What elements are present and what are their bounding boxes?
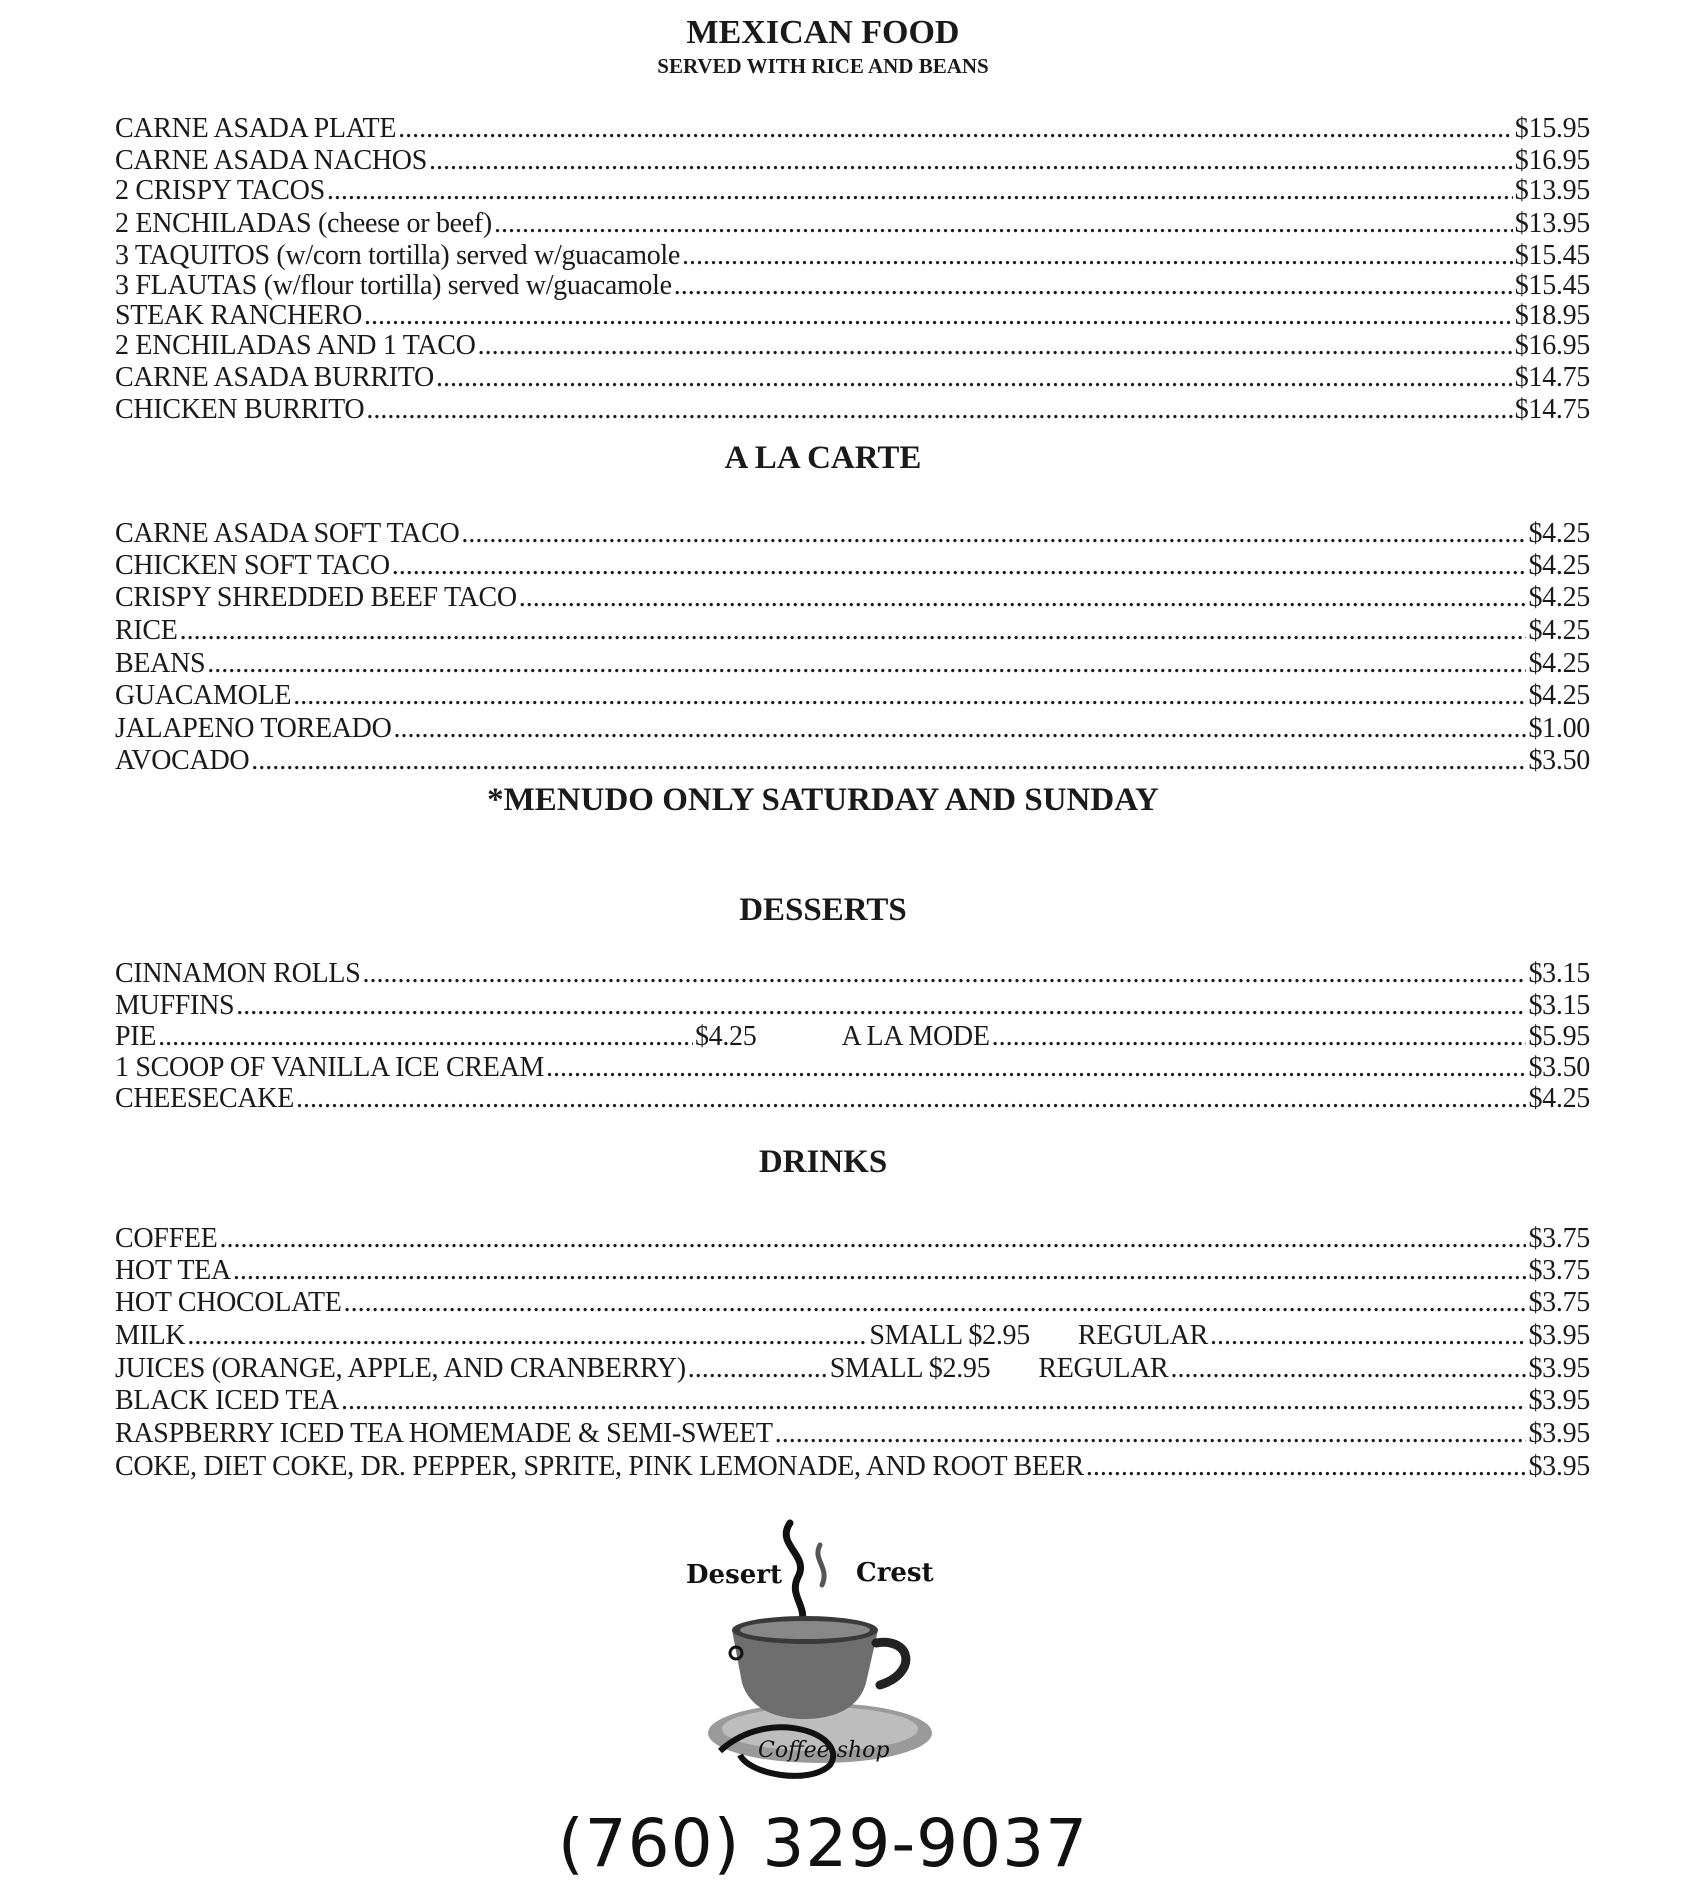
item-small-price: SMALL $2.95 [869,1320,1030,1351]
list-item [115,1223,1590,1255]
item-price: $3.15 [1528,958,1590,989]
logo-word-right: Crest [856,1558,934,1588]
item-price: $3.95 [1528,1385,1590,1416]
item-price: $4.25 [1528,582,1590,613]
item-price: $16.95 [1514,330,1590,361]
list-item [115,300,1590,330]
item-price: $18.95 [1514,300,1590,330]
item-name: 2 ENCHILADAS AND 1 TACO [115,330,476,361]
item-price: $1.00 [1528,713,1590,744]
item-price: $3.95 [1528,1451,1590,1482]
logo-word-left: Desert [686,1560,782,1590]
item-price: $3.15 [1528,990,1590,1021]
list-item [115,1320,1590,1353]
item-name: CARNE ASADA PLATE [115,113,397,144]
menudo-notice: *MENUDO ONLY SATURDAY AND SUNDAY [487,782,1159,818]
item-price: $3.50 [1528,745,1590,776]
item-alt-name: A LA MODE [841,1021,990,1052]
list-item [115,518,1590,550]
item-name: BEANS [115,648,206,679]
item-name: CHEESECAKE [115,1083,295,1114]
item-price: $4.25 [694,1021,757,1052]
item-name: COKE, DIET COKE, DR. PEPPER, SPRITE, PINK LEMONADE, AND ROOT BEER [115,1451,1084,1482]
list-item [115,550,1590,582]
list-item [115,1083,1590,1114]
item-name: AVOCADO [115,745,250,776]
item-regular-label: REGULAR [1077,1320,1209,1351]
item-name: BLACK ICED TEA [115,1385,339,1416]
list-item [115,1418,1590,1451]
logo-tagline: Coffee shop [758,1738,890,1763]
item-price: $4.25 [1528,1083,1590,1114]
list-item [115,113,1590,145]
list-item [115,1255,1590,1287]
item-name: PIE [115,1021,157,1052]
list-item [115,145,1590,175]
item-price: $4.25 [1528,680,1590,711]
item-price: $15.45 [1514,240,1590,270]
item-name: 3 TAQUITOS (w/corn tortilla) served w/guacamole [115,240,681,270]
list-item [115,1052,1590,1083]
item-price: $3.75 [1528,1223,1590,1254]
list-item [115,958,1590,990]
item-price: $3.75 [1528,1255,1590,1286]
list-item [115,240,1590,270]
list-item [115,362,1590,394]
item-price: $13.95 [1514,208,1590,239]
section-title-a-la-carte: A LA CARTE [724,440,922,476]
list-item [115,1287,1590,1320]
item-name: RICE [115,615,178,646]
list-item [115,270,1590,300]
item-name: RASPBERRY ICED TEA HOMEMADE & SEMI-SWEET [115,1418,773,1449]
item-price: $3.95 [1528,1418,1590,1449]
list-item [115,648,1590,680]
item-price: $3.95 [1528,1320,1590,1351]
section-title-desserts: DESSERTS [739,892,907,928]
item-name: CARNE ASADA SOFT TACO [115,518,460,549]
item-name: CRISPY SHREDDED BEEF TACO [115,582,517,613]
a-la-carte-list [115,518,1590,777]
item-name: JALAPENO TOREADO [115,713,392,744]
menu-subtitle: SERVED WITH RICE AND BEANS [657,54,989,78]
item-price: $3.75 [1528,1287,1590,1318]
item-name: 2 ENCHILADAS (cheese or beef) [115,208,492,239]
item-price: $16.95 [1514,145,1590,175]
item-price: $3.50 [1528,1052,1590,1083]
item-name: COFFEE [115,1223,218,1254]
item-regular-label: REGULAR [1038,1353,1169,1384]
item-name: MUFFINS [115,990,235,1021]
phone-number: (760) 329-9037 [557,1805,1089,1882]
list-item [115,615,1590,648]
list-item [115,1451,1590,1484]
item-name: MILK [115,1320,186,1351]
item-name: HOT TEA [115,1255,231,1286]
item-price: $15.45 [1514,270,1590,300]
menu-title: MEXICAN FOOD [686,14,960,51]
mexican-food-list [115,113,1590,426]
item-name: 3 FLAUTAS (w/flour tortilla) served w/guacamole [115,270,672,300]
item-price: $4.25 [1528,518,1590,549]
list-item [115,680,1590,713]
list-item [115,1385,1590,1418]
item-name: 2 CRISPY TACOS [115,175,325,206]
item-price: $4.25 [1528,550,1590,581]
list-item [115,1353,1590,1385]
item-name: JUICES (ORANGE, APPLE, AND CRANBERRY) [115,1353,686,1384]
list-item [115,990,1590,1021]
list-item [115,175,1590,208]
item-name: 1 SCOOP OF VANILLA ICE CREAM [115,1052,545,1083]
list-item [115,208,1590,240]
item-name: CARNE ASADA BURRITO [115,362,434,393]
coffee-cup-icon [680,1505,970,1785]
item-price: $13.95 [1514,175,1590,206]
item-alt-price: $5.95 [1528,1021,1590,1052]
list-item [115,713,1590,745]
list-item [115,330,1590,362]
item-name: CHICKEN SOFT TACO [115,550,390,581]
item-price: $15.95 [1514,113,1590,144]
list-item [115,745,1590,777]
drinks-list [115,1223,1590,1484]
item-small-price: SMALL $2.95 [829,1353,991,1384]
section-title-drinks: DRINKS [758,1144,888,1180]
item-name: CHICKEN BURRITO [115,394,365,425]
item-name: HOT CHOCOLATE [115,1287,342,1318]
desserts-list [115,958,1590,1114]
list-item [115,1021,1590,1052]
list-item [115,394,1590,426]
desert-crest-logo [680,1505,970,1785]
item-name: CINNAMON ROLLS [115,958,361,989]
item-price: $14.75 [1514,394,1590,425]
item-price: $14.75 [1514,362,1590,393]
item-name: CARNE ASADA NACHOS [115,145,427,175]
item-price: $3.95 [1528,1353,1590,1384]
list-item [115,582,1590,615]
item-name: STEAK RANCHERO [115,300,363,330]
item-price: $4.25 [1528,648,1590,679]
item-name: GUACAMOLE [115,680,292,711]
item-price: $4.25 [1528,615,1590,646]
